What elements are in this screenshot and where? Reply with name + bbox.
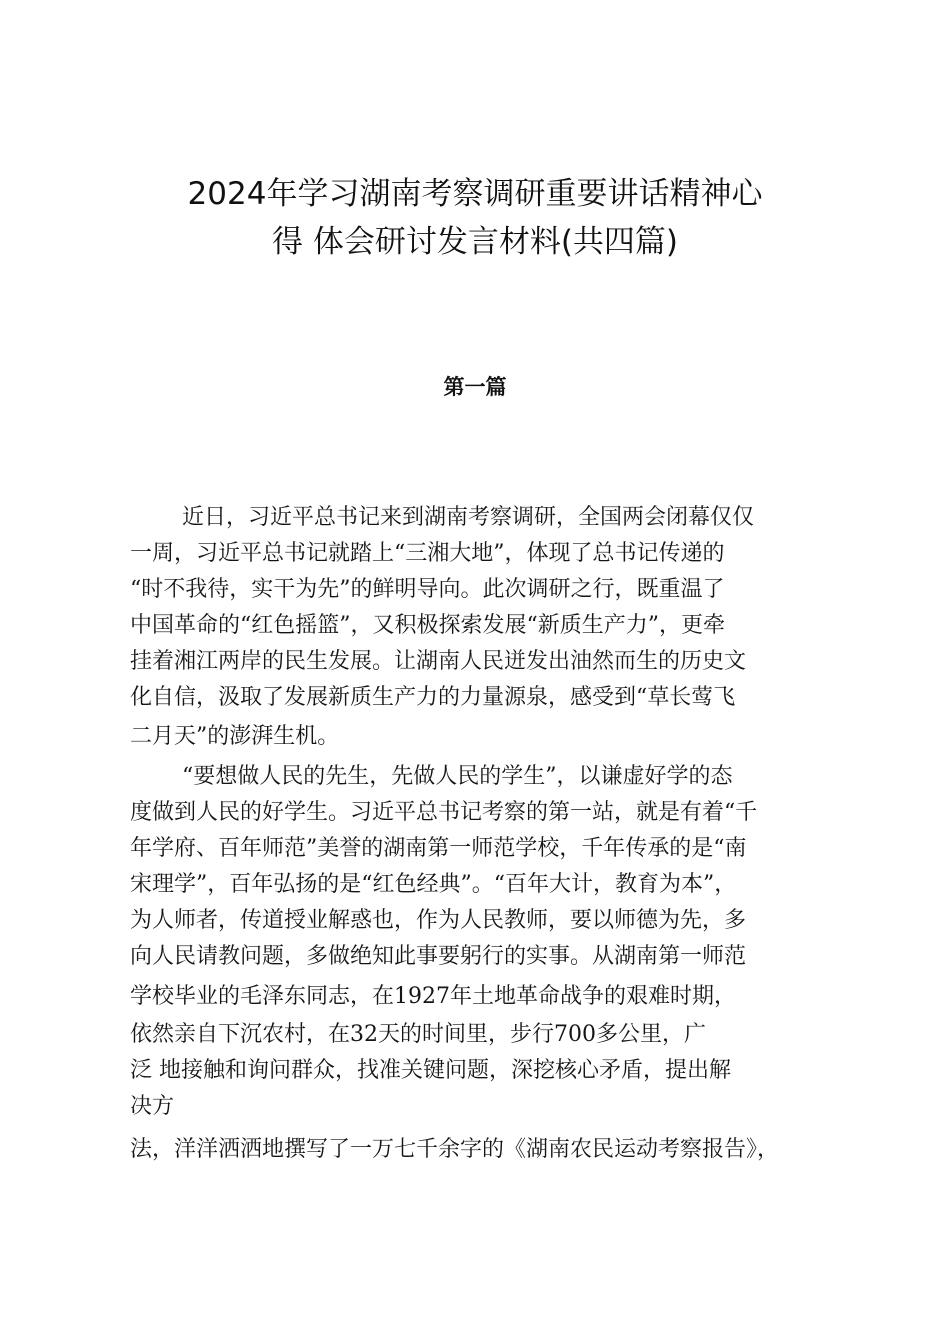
- paragraph-line: “时不我待，实干为先”的鲜明导向。此次调研之行，既重温了: [130, 577, 725, 602]
- document-title-line-1: 2024年学习湖南考察调研重要讲话精神心: [187, 176, 763, 212]
- document-title-line-2: 得 体会研讨发言材料(共四篇): [271, 224, 679, 260]
- section-heading: 第一篇: [443, 375, 507, 399]
- paragraph-line: 为人师者，传道授业解惑也，作为人民教师，要以师德为先，多: [130, 908, 747, 933]
- paragraph-line: 依然亲自下沉农村，在32天的时间里，步行700多公里，广: [130, 1022, 706, 1047]
- paragraph-line: 泛 地接触和询问群众，找准关键问题，深挖核心矛盾，提出解: [130, 1058, 731, 1083]
- paragraph-line: 挂着湘江两岸的民生发展。让湖南人民迸发出油然而生的历史文: [130, 649, 747, 674]
- paragraph-line: 中国革命的“红色摇篮”，又积极探索发展“新质生产力”，更牵: [130, 613, 725, 638]
- paragraph-line: 二月天”的澎湃生机。: [130, 724, 340, 749]
- paragraph-line: 法，洋洋洒洒地撰写了一万七千余字的《湖南农民运动考察报告》，: [130, 1137, 780, 1162]
- paragraph-line: 学校毕业的毛泽东同志，在1927年土地革命战争的艰难时期，: [130, 984, 736, 1009]
- paragraph-line: 宋理学”，百年弘扬的是“红色经典”。“百年大计，教育为本”，: [130, 872, 737, 897]
- paragraph-line: 近日，习近平总书记来到湖南考察调研，全国两会闭幕仅仅: [182, 505, 755, 530]
- paragraph-line: 年学府、百年师范”美誉的湖南第一师范学校，千年传承的是“南: [130, 836, 747, 861]
- paragraph-line: 一周，习近平总书记就踏上“三湘大地”，体现了总书记传递的: [130, 541, 725, 566]
- paragraph-line: “要想做人民的先生，先做人民的学生”，以谦虚好学的态: [182, 764, 733, 789]
- paragraph-line: 决方: [130, 1094, 175, 1119]
- paragraph-line: 度做到人民的好学生。习近平总书记考察的第一站，就是有着“千: [130, 800, 758, 825]
- paragraph-line: 化自信，汲取了发展新质生产力的力量源泉，感受到“草长莺飞: [130, 685, 736, 710]
- paragraph-line: 向人民请教问题，多做绝知此事要躬行的实事。从湖南第一师范: [130, 944, 747, 969]
